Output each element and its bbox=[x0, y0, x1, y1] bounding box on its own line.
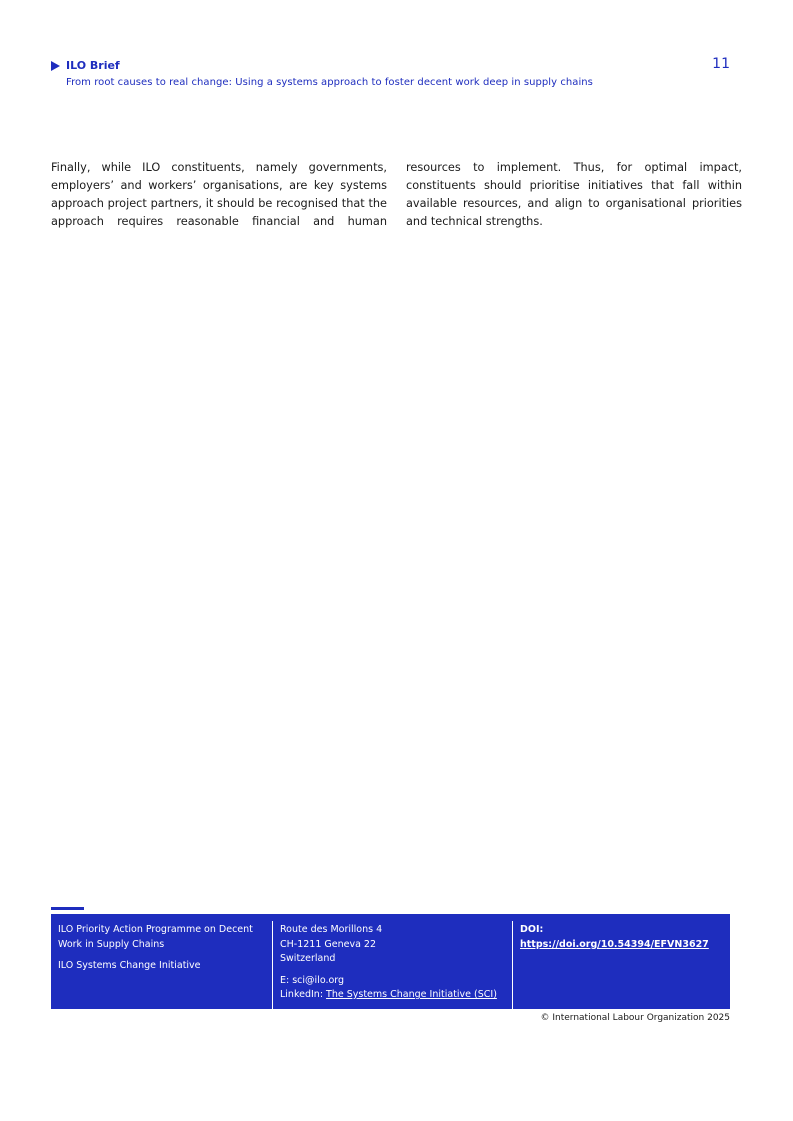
page-header bbox=[51, 56, 731, 88]
body-column-right: resources to implement. Thus, for optimal impact, constituents should prioritise initiatives that fall within available resources, and align to organisational priorities and technical strengths. bbox=[406, 161, 742, 228]
address-line-2: CH-1211 Geneva 22 bbox=[280, 938, 377, 950]
footer-column-organisation bbox=[51, 921, 273, 1009]
brief-subtitle: From root causes to real change: Using a systems approach to foster decent work deep in supply chains bbox=[66, 77, 593, 88]
brief-heading bbox=[51, 56, 731, 74]
doi-link[interactable]: https://doi.org/10.54394/EFVN3627 bbox=[520, 938, 709, 950]
body-column-left: Finally, while ILO constituents, namely governments, employers’ and workers’ organisations, are key systems approach project partners, it should be recognised that the approach requires reasonable financial and human bbox=[51, 161, 387, 228]
body-text bbox=[51, 159, 742, 231]
linkedin-link[interactable]: The Systems Change Initiative (SCI) bbox=[326, 989, 497, 1000]
initiative-name: ILO Systems Change Initiative bbox=[58, 960, 201, 971]
linkedin-label: LinkedIn: bbox=[280, 989, 327, 1000]
page-number: 11 bbox=[712, 56, 730, 72]
footer-contact-box bbox=[51, 914, 730, 1009]
email-line: E: sci@ilo.org bbox=[280, 974, 345, 986]
doi-label: DOI: bbox=[520, 924, 544, 935]
address-line-1: Route des Morillons 4 bbox=[280, 924, 383, 935]
brief-label: ILO Brief bbox=[66, 58, 120, 72]
triangle-right-icon bbox=[51, 61, 60, 71]
footer-accent-bar bbox=[51, 907, 84, 910]
linkedin-line bbox=[280, 988, 505, 1003]
footer-column-doi bbox=[513, 921, 730, 1009]
doi-line bbox=[520, 923, 723, 952]
address-line-3: Switzerland bbox=[280, 953, 336, 964]
copyright-notice: © International Labour Organization 2025 bbox=[540, 1013, 730, 1023]
footer-column-address bbox=[273, 921, 513, 1009]
programme-name: ILO Priority Action Programme on Decent Work in Supply Chains bbox=[58, 924, 253, 950]
